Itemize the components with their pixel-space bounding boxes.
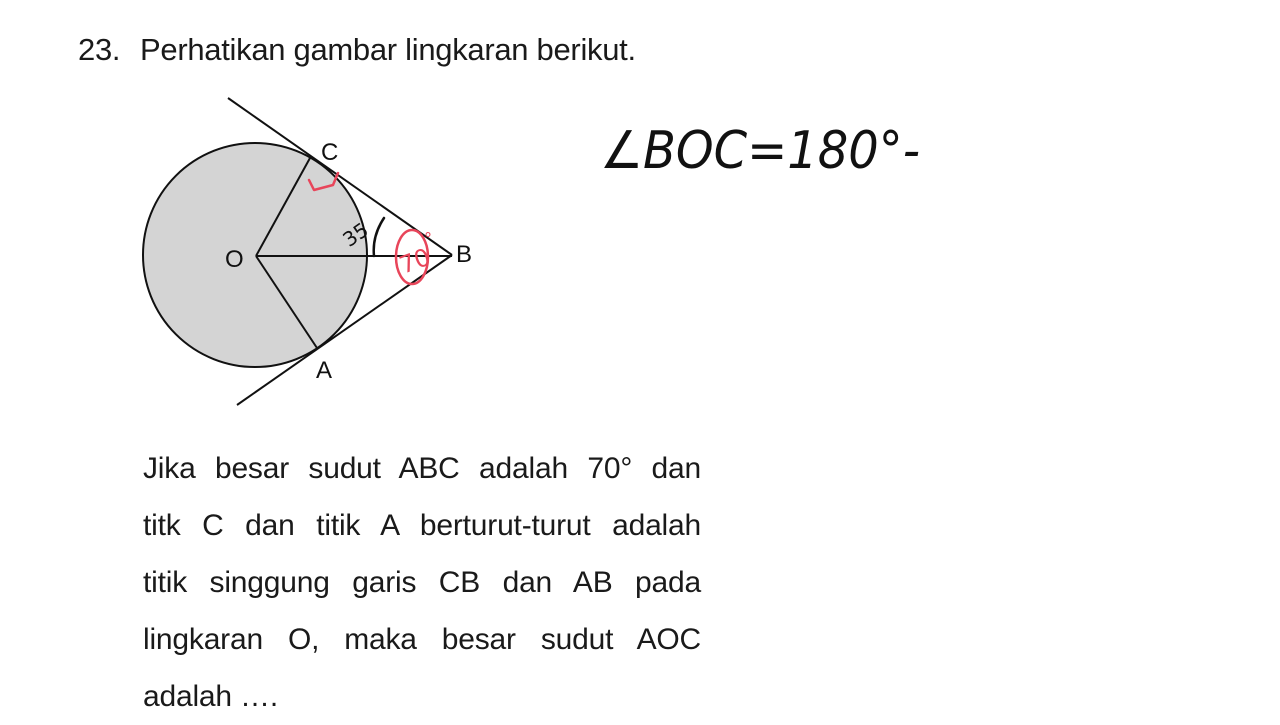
annotation-text: ∠BOC=180°-: [600, 121, 920, 181]
angle-arc-obc: [374, 218, 384, 256]
angle-value-abc: 70: [395, 242, 435, 280]
problem-line: adalah ….: [143, 680, 278, 713]
label-c: C: [321, 139, 339, 166]
label-b: B: [456, 241, 473, 268]
question-prompt: Perhatikan gambar lingkaran berikut.: [140, 32, 636, 67]
angle-value-obc: 35: [338, 217, 373, 252]
problem-text: [143, 440, 723, 725]
problem-line: titk C dan titik A berturut-turut adalah: [143, 509, 701, 542]
problem-line: lingkaran O, maka besar sudut AOC: [143, 623, 701, 656]
question-number: 23.: [78, 32, 121, 67]
label-a: A: [316, 357, 333, 384]
problem-line: titik singgung garis CB dan AB pada: [143, 566, 701, 599]
label-o: O: [225, 246, 244, 273]
handwritten-annotation: [0, 0, 1280, 200]
angle-degree-abc: °: [424, 229, 432, 248]
problem-line: Jika besar sudut ABC adalah 70° dan: [143, 452, 701, 485]
